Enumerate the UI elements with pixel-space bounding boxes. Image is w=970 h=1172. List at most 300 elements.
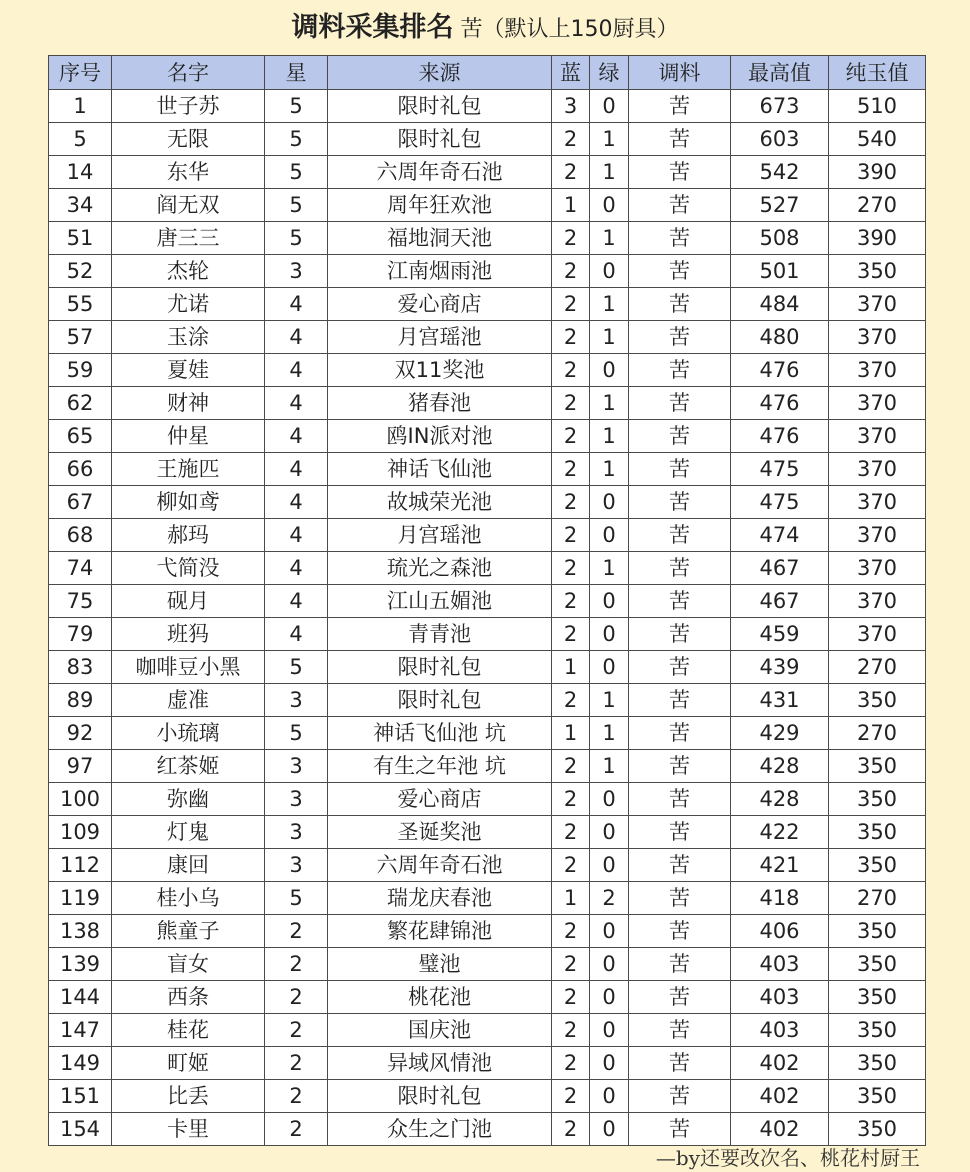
cell-source: 瑞龙庆春池	[328, 882, 552, 915]
cell-blue: 2	[552, 981, 590, 1014]
cell-pure-jade-value: 350	[829, 1113, 926, 1146]
table-row	[49, 453, 926, 486]
cell-blue: 2	[552, 552, 590, 585]
cell-green: 0	[590, 519, 629, 552]
cell-blue: 1	[552, 717, 590, 750]
cell-pure-jade-value: 350	[829, 1047, 926, 1080]
table-row	[49, 222, 926, 255]
cell-seasoning: 苦	[629, 816, 731, 849]
cell-max-value: 406	[731, 915, 829, 948]
cell-rank: 52	[49, 255, 112, 288]
cell-seasoning: 苦	[629, 123, 731, 156]
cell-rank: 34	[49, 189, 112, 222]
cell-green: 1	[590, 552, 629, 585]
cell-green: 0	[590, 618, 629, 651]
cell-rank: 67	[49, 486, 112, 519]
cell-star: 5	[265, 189, 328, 222]
cell-blue: 2	[552, 915, 590, 948]
cell-pure-jade-value: 270	[829, 717, 926, 750]
cell-name: 郝玛	[112, 519, 265, 552]
cell-max-value: 542	[731, 156, 829, 189]
cell-pure-jade-value: 350	[829, 948, 926, 981]
cell-name: 西条	[112, 981, 265, 1014]
column-header-green: 绿	[590, 56, 629, 90]
cell-name: 桂花	[112, 1014, 265, 1047]
cell-source: 限时礼包	[328, 90, 552, 123]
cell-green: 0	[590, 255, 629, 288]
cell-star: 5	[265, 222, 328, 255]
cell-max-value: 603	[731, 123, 829, 156]
cell-pure-jade-value: 540	[829, 123, 926, 156]
cell-star: 2	[265, 948, 328, 981]
cell-star: 3	[265, 849, 328, 882]
cell-pure-jade-value: 370	[829, 486, 926, 519]
cell-blue: 2	[552, 849, 590, 882]
cell-max-value: 428	[731, 750, 829, 783]
cell-pure-jade-value: 350	[829, 1014, 926, 1047]
cell-pure-jade-value: 270	[829, 882, 926, 915]
cell-seasoning: 苦	[629, 948, 731, 981]
cell-rank: 65	[49, 420, 112, 453]
cell-max-value: 476	[731, 354, 829, 387]
cell-rank: 59	[49, 354, 112, 387]
cell-star: 4	[265, 321, 328, 354]
table-row	[49, 684, 926, 717]
cell-blue: 2	[552, 948, 590, 981]
table-row	[49, 123, 926, 156]
cell-green: 2	[590, 882, 629, 915]
cell-blue: 2	[552, 123, 590, 156]
cell-blue: 2	[552, 684, 590, 717]
cell-blue: 1	[552, 882, 590, 915]
cell-source: 江南烟雨池	[328, 255, 552, 288]
cell-green: 1	[590, 222, 629, 255]
table-row	[49, 189, 926, 222]
cell-pure-jade-value: 370	[829, 420, 926, 453]
cell-pure-jade-value: 270	[829, 189, 926, 222]
cell-source: 神话飞仙池 坑	[328, 717, 552, 750]
cell-star: 5	[265, 882, 328, 915]
cell-source: 鸥IN派对池	[328, 420, 552, 453]
cell-green: 0	[590, 354, 629, 387]
cell-pure-jade-value: 350	[829, 915, 926, 948]
cell-max-value: 429	[731, 717, 829, 750]
cell-seasoning: 苦	[629, 1080, 731, 1113]
cell-star: 2	[265, 981, 328, 1014]
cell-pure-jade-value: 350	[829, 684, 926, 717]
cell-name: 玉涂	[112, 321, 265, 354]
cell-blue: 2	[552, 354, 590, 387]
cell-rank: 75	[49, 585, 112, 618]
cell-star: 5	[265, 156, 328, 189]
cell-star: 2	[265, 1113, 328, 1146]
cell-green: 0	[590, 585, 629, 618]
cell-rank: 89	[49, 684, 112, 717]
cell-name: 杰轮	[112, 255, 265, 288]
cell-source: 故城荣光池	[328, 486, 552, 519]
cell-seasoning: 苦	[629, 717, 731, 750]
column-header-rank: 序号	[49, 56, 112, 90]
cell-seasoning: 苦	[629, 255, 731, 288]
cell-source: 璧池	[328, 948, 552, 981]
cell-blue: 2	[552, 156, 590, 189]
cell-blue: 2	[552, 1047, 590, 1080]
cell-green: 1	[590, 750, 629, 783]
cell-source: 福地洞天池	[328, 222, 552, 255]
table-row	[49, 915, 926, 948]
cell-blue: 2	[552, 288, 590, 321]
cell-max-value: 431	[731, 684, 829, 717]
cell-max-value: 439	[731, 651, 829, 684]
cell-max-value: 403	[731, 981, 829, 1014]
cell-pure-jade-value: 270	[829, 651, 926, 684]
cell-pure-jade-value: 350	[829, 783, 926, 816]
cell-green: 0	[590, 981, 629, 1014]
cell-source: 爱心商店	[328, 783, 552, 816]
table-row	[49, 420, 926, 453]
cell-pure-jade-value: 370	[829, 354, 926, 387]
cell-name: 财神	[112, 387, 265, 420]
cell-source: 众生之门池	[328, 1113, 552, 1146]
table-row	[49, 552, 926, 585]
cell-source: 周年狂欢池	[328, 189, 552, 222]
cell-blue: 2	[552, 750, 590, 783]
cell-star: 2	[265, 1047, 328, 1080]
cell-name: 町姬	[112, 1047, 265, 1080]
cell-rank: 57	[49, 321, 112, 354]
cell-pure-jade-value: 350	[829, 816, 926, 849]
cell-name: 小琉璃	[112, 717, 265, 750]
cell-rank: 55	[49, 288, 112, 321]
cell-source: 爱心商店	[328, 288, 552, 321]
cell-pure-jade-value: 370	[829, 321, 926, 354]
cell-pure-jade-value: 370	[829, 519, 926, 552]
cell-source: 六周年奇石池	[328, 849, 552, 882]
cell-green: 0	[590, 651, 629, 684]
cell-name: 弥幽	[112, 783, 265, 816]
cell-seasoning: 苦	[629, 189, 731, 222]
cell-blue: 2	[552, 1014, 590, 1047]
cell-source: 猪春池	[328, 387, 552, 420]
cell-max-value: 508	[731, 222, 829, 255]
cell-blue: 2	[552, 783, 590, 816]
table-row	[49, 90, 926, 123]
cell-pure-jade-value: 370	[829, 585, 926, 618]
cell-star: 3	[265, 684, 328, 717]
table-row	[49, 321, 926, 354]
cell-max-value: 484	[731, 288, 829, 321]
cell-rank: 112	[49, 849, 112, 882]
cell-seasoning: 苦	[629, 90, 731, 123]
cell-green: 0	[590, 816, 629, 849]
cell-seasoning: 苦	[629, 222, 731, 255]
cell-seasoning: 苦	[629, 684, 731, 717]
cell-max-value: 403	[731, 948, 829, 981]
cell-source: 琉光之森池	[328, 552, 552, 585]
cell-star: 5	[265, 651, 328, 684]
cell-name: 康回	[112, 849, 265, 882]
cell-pure-jade-value: 350	[829, 1080, 926, 1113]
cell-pure-jade-value: 390	[829, 222, 926, 255]
cell-name: 无限	[112, 123, 265, 156]
cell-source: 月宫瑶池	[328, 321, 552, 354]
table-row	[49, 288, 926, 321]
cell-seasoning: 苦	[629, 519, 731, 552]
cell-rank: 79	[49, 618, 112, 651]
cell-green: 1	[590, 684, 629, 717]
cell-star: 5	[265, 123, 328, 156]
table-row	[49, 486, 926, 519]
cell-name: 尤诺	[112, 288, 265, 321]
cell-star: 2	[265, 1080, 328, 1113]
cell-rank: 154	[49, 1113, 112, 1146]
cell-green: 1	[590, 123, 629, 156]
table-row	[49, 948, 926, 981]
cell-rank: 100	[49, 783, 112, 816]
table-row	[49, 1113, 926, 1146]
cell-star: 4	[265, 288, 328, 321]
cell-blue: 2	[552, 255, 590, 288]
cell-green: 1	[590, 321, 629, 354]
cell-max-value: 422	[731, 816, 829, 849]
cell-max-value: 480	[731, 321, 829, 354]
cell-pure-jade-value: 370	[829, 552, 926, 585]
cell-rank: 92	[49, 717, 112, 750]
cell-source: 有生之年池 坑	[328, 750, 552, 783]
cell-source: 六周年奇石池	[328, 156, 552, 189]
cell-rank: 51	[49, 222, 112, 255]
cell-pure-jade-value: 350	[829, 849, 926, 882]
cell-seasoning: 苦	[629, 453, 731, 486]
cell-pure-jade-value: 350	[829, 255, 926, 288]
cell-rank: 1	[49, 90, 112, 123]
table-row	[49, 156, 926, 189]
table-body	[49, 90, 926, 1146]
cell-star: 5	[265, 717, 328, 750]
cell-max-value: 428	[731, 783, 829, 816]
column-header-source: 来源	[328, 56, 552, 90]
cell-name: 弋简没	[112, 552, 265, 585]
cell-source: 江山五媚池	[328, 585, 552, 618]
cell-seasoning: 苦	[629, 354, 731, 387]
cell-rank: 68	[49, 519, 112, 552]
cell-name: 王施匹	[112, 453, 265, 486]
cell-star: 4	[265, 486, 328, 519]
cell-name: 阎无双	[112, 189, 265, 222]
cell-rank: 14	[49, 156, 112, 189]
cell-green: 1	[590, 717, 629, 750]
column-header-name: 名字	[112, 56, 265, 90]
cell-blue: 2	[552, 420, 590, 453]
cell-name: 灯鬼	[112, 816, 265, 849]
cell-green: 1	[590, 387, 629, 420]
cell-name: 世子苏	[112, 90, 265, 123]
cell-blue: 1	[552, 651, 590, 684]
cell-pure-jade-value: 510	[829, 90, 926, 123]
cell-blue: 2	[552, 1080, 590, 1113]
cell-seasoning: 苦	[629, 1113, 731, 1146]
table-row	[49, 1014, 926, 1047]
table-row	[49, 750, 926, 783]
table-row	[49, 981, 926, 1014]
table-row	[49, 783, 926, 816]
cell-green: 0	[590, 486, 629, 519]
cell-name: 卡里	[112, 1113, 265, 1146]
cell-pure-jade-value: 350	[829, 981, 926, 1014]
table-row	[49, 651, 926, 684]
cell-max-value: 476	[731, 387, 829, 420]
cell-star: 4	[265, 519, 328, 552]
cell-name: 红茶姬	[112, 750, 265, 783]
cell-green: 0	[590, 1047, 629, 1080]
cell-source: 异域风情池	[328, 1047, 552, 1080]
cell-green: 1	[590, 288, 629, 321]
cell-blue: 2	[552, 321, 590, 354]
page-title	[0, 6, 970, 50]
cell-seasoning: 苦	[629, 651, 731, 684]
cell-rank: 74	[49, 552, 112, 585]
cell-blue: 2	[552, 816, 590, 849]
cell-name: 咖啡豆小黑	[112, 651, 265, 684]
cell-star: 4	[265, 387, 328, 420]
cell-green: 0	[590, 189, 629, 222]
cell-blue: 2	[552, 618, 590, 651]
cell-source: 限时礼包	[328, 123, 552, 156]
table-header-row	[49, 56, 926, 90]
table-row	[49, 816, 926, 849]
cell-max-value: 421	[731, 849, 829, 882]
cell-green: 0	[590, 915, 629, 948]
cell-rank: 144	[49, 981, 112, 1014]
cell-seasoning: 苦	[629, 618, 731, 651]
table-row	[49, 387, 926, 420]
cell-rank: 139	[49, 948, 112, 981]
cell-max-value: 467	[731, 585, 829, 618]
cell-max-value: 501	[731, 255, 829, 288]
cell-name: 砚月	[112, 585, 265, 618]
cell-rank: 83	[49, 651, 112, 684]
cell-star: 2	[265, 915, 328, 948]
cell-rank: 149	[49, 1047, 112, 1080]
cell-pure-jade-value: 370	[829, 288, 926, 321]
cell-seasoning: 苦	[629, 420, 731, 453]
cell-star: 5	[265, 90, 328, 123]
cell-green: 0	[590, 1014, 629, 1047]
cell-source: 青青池	[328, 618, 552, 651]
cell-blue: 3	[552, 90, 590, 123]
cell-pure-jade-value: 370	[829, 453, 926, 486]
cell-star: 4	[265, 585, 328, 618]
table-row	[49, 1080, 926, 1113]
cell-source: 神话飞仙池	[328, 453, 552, 486]
cell-name: 熊童子	[112, 915, 265, 948]
table-row	[49, 618, 926, 651]
cell-max-value: 402	[731, 1080, 829, 1113]
cell-rank: 109	[49, 816, 112, 849]
cell-green: 1	[590, 156, 629, 189]
cell-star: 4	[265, 453, 328, 486]
cell-star: 2	[265, 1014, 328, 1047]
cell-max-value: 418	[731, 882, 829, 915]
cell-max-value: 475	[731, 453, 829, 486]
cell-blue: 2	[552, 585, 590, 618]
cell-seasoning: 苦	[629, 1014, 731, 1047]
cell-rank: 5	[49, 123, 112, 156]
cell-green: 0	[590, 783, 629, 816]
cell-star: 4	[265, 354, 328, 387]
cell-green: 0	[590, 948, 629, 981]
cell-source: 桃花池	[328, 981, 552, 1014]
cell-max-value: 673	[731, 90, 829, 123]
cell-star: 4	[265, 420, 328, 453]
cell-rank: 147	[49, 1014, 112, 1047]
cell-blue: 1	[552, 189, 590, 222]
cell-source: 国庆池	[328, 1014, 552, 1047]
table-row	[49, 1047, 926, 1080]
cell-name: 班犸	[112, 618, 265, 651]
cell-max-value: 474	[731, 519, 829, 552]
cell-name: 盲女	[112, 948, 265, 981]
cell-source: 繁花肆锦池	[328, 915, 552, 948]
cell-source: 圣诞奖池	[328, 816, 552, 849]
cell-name: 东华	[112, 156, 265, 189]
cell-rank: 119	[49, 882, 112, 915]
cell-pure-jade-value: 370	[829, 618, 926, 651]
column-header-max-value: 最高值	[731, 56, 829, 90]
cell-star: 4	[265, 552, 328, 585]
cell-max-value: 459	[731, 618, 829, 651]
cell-rank: 62	[49, 387, 112, 420]
cell-pure-jade-value: 390	[829, 156, 926, 189]
column-header-pure-jade-value: 纯玉值	[829, 56, 926, 90]
cell-max-value: 467	[731, 552, 829, 585]
table-row	[49, 882, 926, 915]
cell-seasoning: 苦	[629, 915, 731, 948]
cell-green: 0	[590, 1113, 629, 1146]
cell-pure-jade-value: 350	[829, 750, 926, 783]
cell-seasoning: 苦	[629, 321, 731, 354]
cell-green: 0	[590, 849, 629, 882]
cell-rank: 138	[49, 915, 112, 948]
column-header-seasoning: 调料	[629, 56, 731, 90]
cell-green: 1	[590, 420, 629, 453]
cell-seasoning: 苦	[629, 882, 731, 915]
cell-max-value: 403	[731, 1014, 829, 1047]
cell-star: 3	[265, 783, 328, 816]
cell-source: 月宫瑶池	[328, 519, 552, 552]
table-row	[49, 849, 926, 882]
cell-name: 虚准	[112, 684, 265, 717]
cell-green: 0	[590, 1080, 629, 1113]
cell-name: 比丢	[112, 1080, 265, 1113]
table-row	[49, 717, 926, 750]
cell-seasoning: 苦	[629, 750, 731, 783]
title-main: 调料采集排名	[291, 12, 454, 43]
cell-star: 3	[265, 750, 328, 783]
cell-max-value: 402	[731, 1113, 829, 1146]
cell-seasoning: 苦	[629, 849, 731, 882]
table-row	[49, 255, 926, 288]
table-row	[49, 585, 926, 618]
ranking-table	[48, 55, 926, 1146]
cell-seasoning: 苦	[629, 552, 731, 585]
column-header-blue: 蓝	[552, 56, 590, 90]
cell-blue: 2	[552, 1113, 590, 1146]
cell-max-value: 476	[731, 420, 829, 453]
author-credit: —by还要改次名、桃花村厨王	[655, 1146, 920, 1170]
cell-rank: 66	[49, 453, 112, 486]
cell-green: 1	[590, 453, 629, 486]
